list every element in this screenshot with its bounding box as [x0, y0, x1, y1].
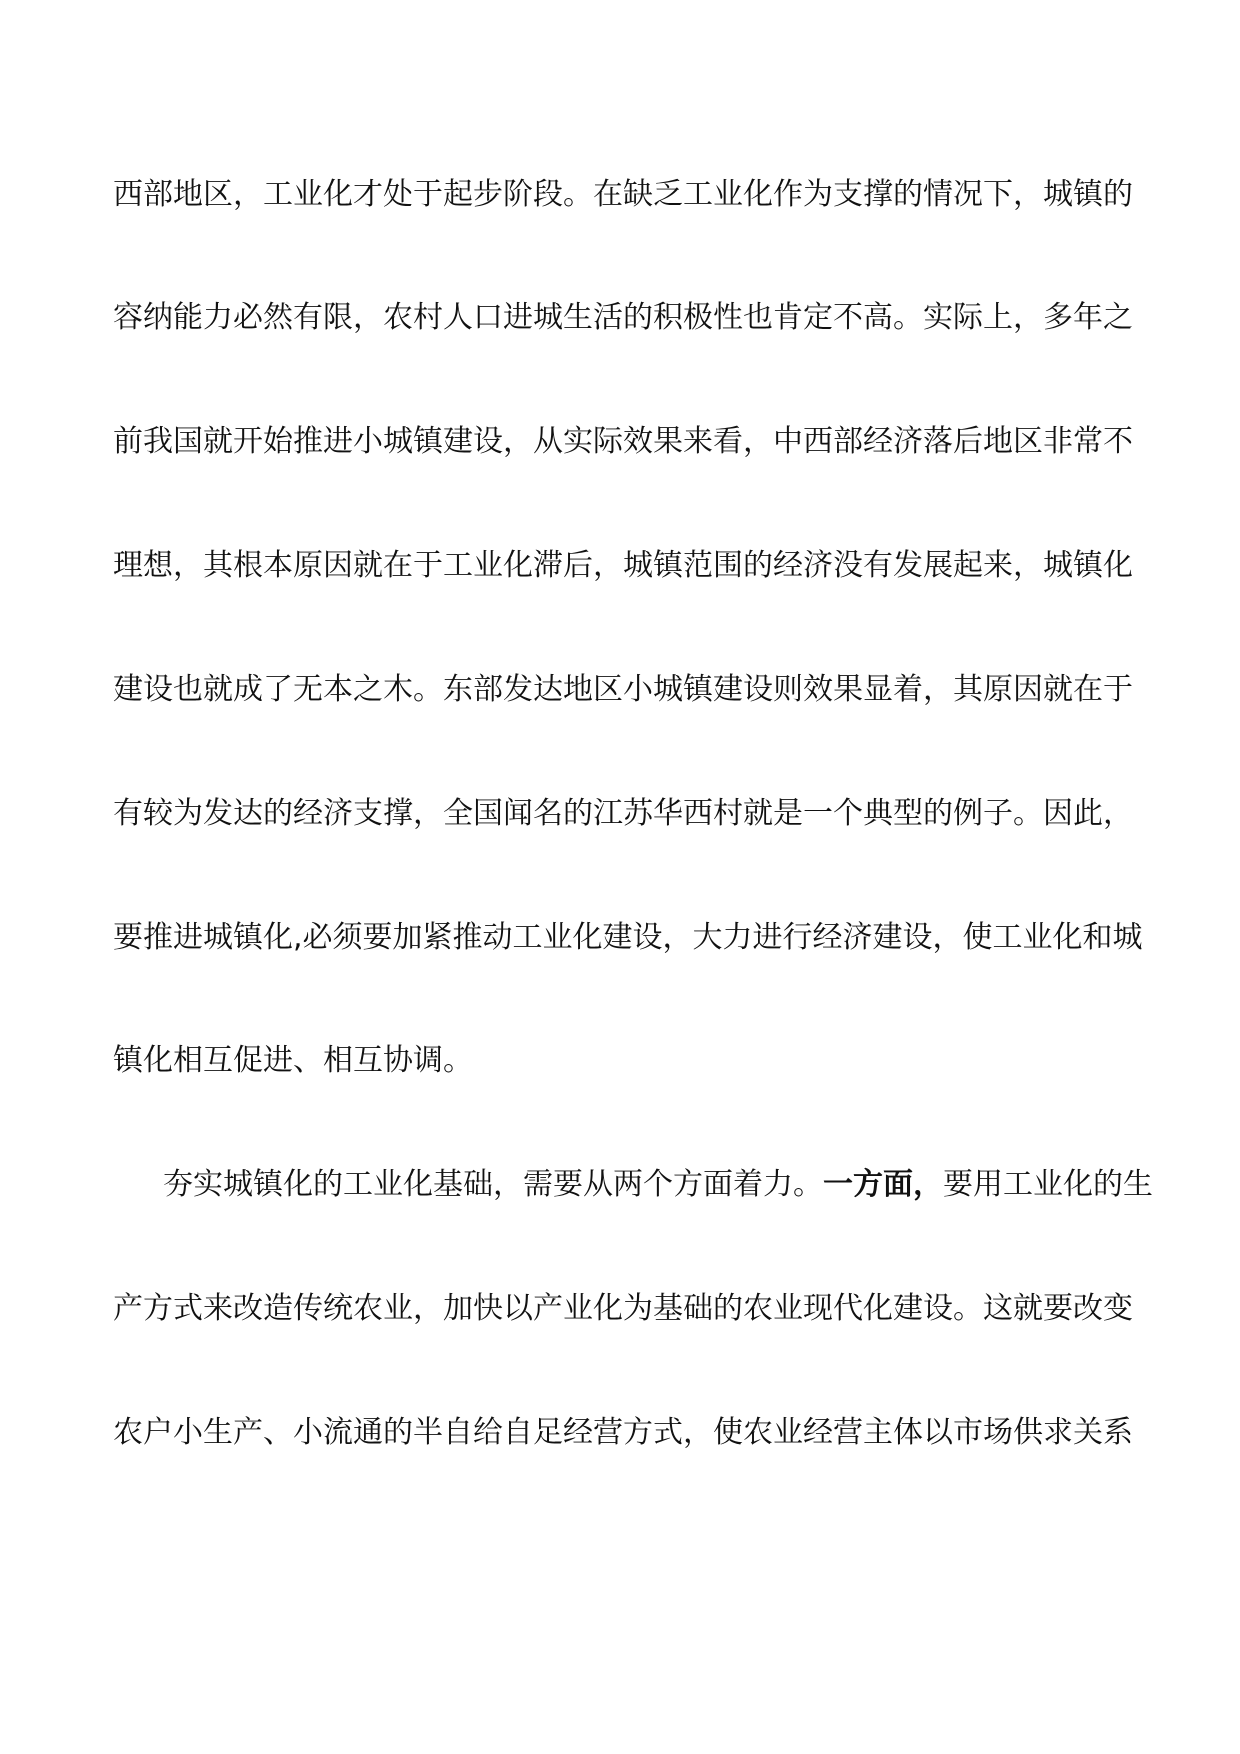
- paragraph-2-intro: 夯实城镇化的工业化基础，需要从两个方面着力。: [163, 1167, 823, 1202]
- paragraph-2-line-3: 农户小生产、小流通的半自给自足经营方式，使农业经营主体以市场供求关系: [113, 1415, 1133, 1450]
- paragraph-1-line-4: 理想，其根本原因就在于工业化滞后，城镇范围的经济没有发展起来，城镇化: [113, 548, 1133, 583]
- paragraph-1-line-2: 容纳能力必然有限，农村人口进城生活的积极性也肯定不高。实际上，多年之: [113, 300, 1133, 335]
- paragraph-1-line-8: 镇化相互促进、相互协调。: [113, 1043, 473, 1078]
- paragraph-2-line-1: [163, 1160, 1153, 1210]
- paragraph-2-bold-lead: 一方面，: [823, 1167, 943, 1202]
- paragraph-2-line-2: 产方式来改造传统农业，加快以产业化为基础的农业现代化建设。这就要改变: [113, 1291, 1133, 1326]
- paragraph-1-line-3: 前我国就开始推进小城镇建设，从实际效果来看，中西部经济落后地区非常不: [113, 424, 1133, 459]
- paragraph-1-line-6: 有较为发达的经济支撑，全国闻名的江苏华西村就是一个典型的例子。因此，: [113, 796, 1133, 831]
- paragraph-1-line-7: 要推进城镇化,必须要加紧推动工业化建设，大力进行经济建设，使工业化和城: [113, 920, 1143, 955]
- paragraph-1-line-1: 西部地区，工业化才处于起步阶段。在缺乏工业化作为支撑的情况下，城镇的: [113, 177, 1133, 212]
- paragraph-1-line-5: 建设也就成了无本之木。东部发达地区小城镇建设则效果显着，其原因就在于: [113, 672, 1133, 707]
- paragraph-2-continuation: 要用工业化的生: [943, 1167, 1153, 1202]
